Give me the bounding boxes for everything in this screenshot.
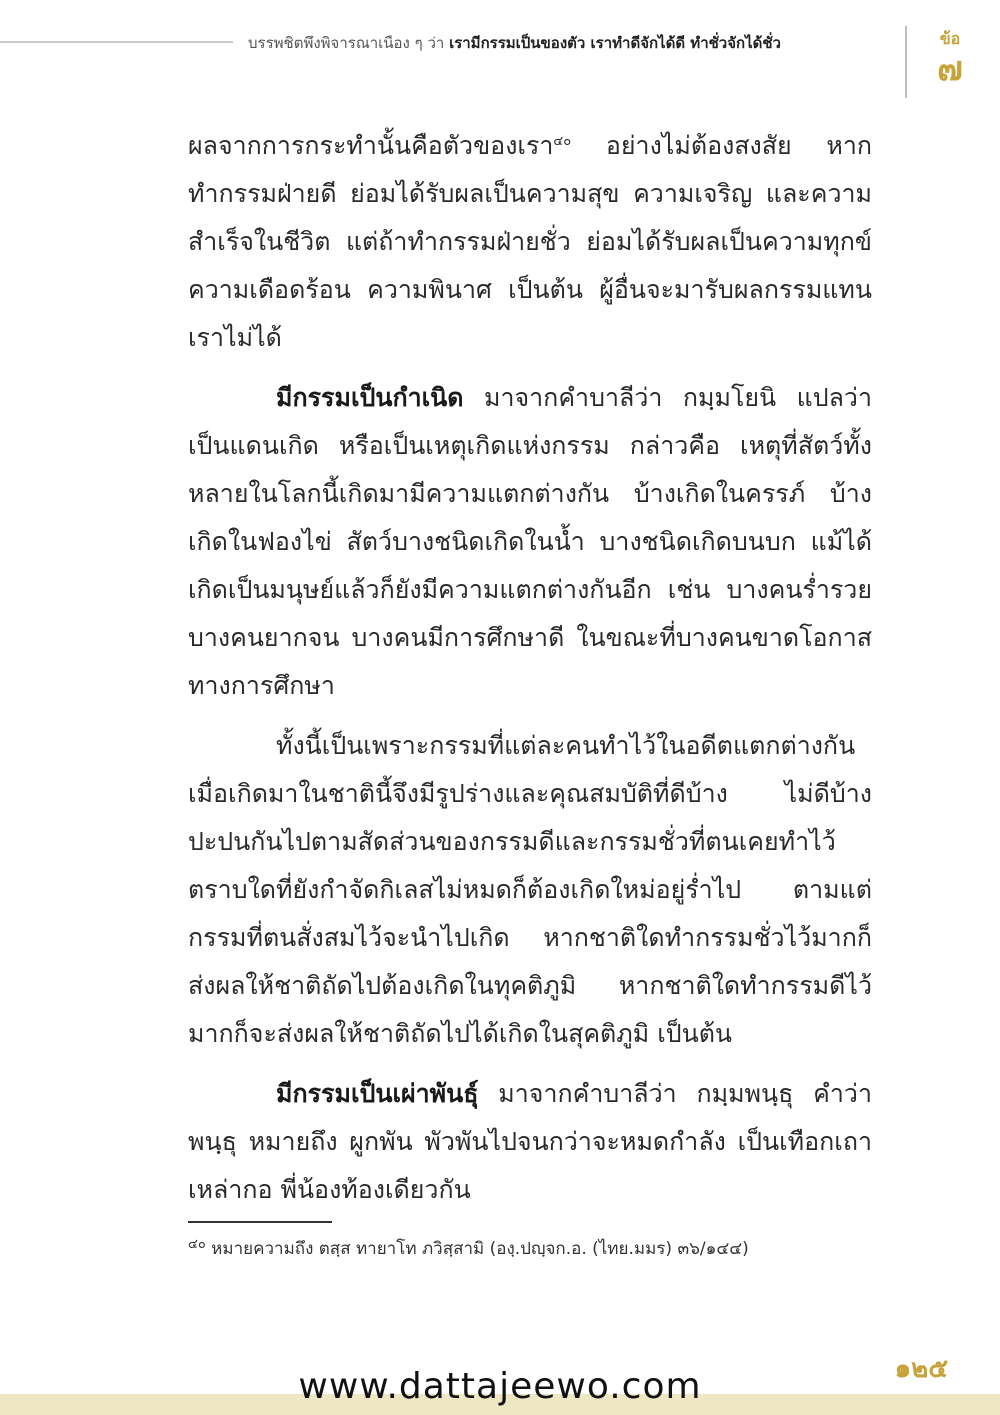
chapter-number: ๗ — [937, 49, 963, 89]
header-rule — [0, 41, 233, 43]
paragraph-4-text: มาจากคำบาลีว่า กมฺมพนฺธุ คำว่า พนฺธุ หมายถึง ผูกพัน พัวพันไปจนกว่าจะหมดกำลัง เป็นเทือกเถาเหล่ากอ พี่น้องท้องเดียวกัน — [188, 1079, 872, 1204]
paragraph-3 — [188, 722, 872, 1058]
paragraph-2 — [188, 374, 872, 710]
paragraph-2-text: มาจากคำบาลีว่า กมฺมโยนิ แปลว่า เป็นแดนเกิด หรือเป็นเหตุเกิดแห่งกรรม กล่าวคือ เหตุที่สัตว์ทั้งหลายในโลกนี้เกิดมามีความแตกต่างกัน บ้างเกิดในครรภ์ บ้างเกิดในฟองไข่ สัตว์บางชนิดเกิดในน้ำ บางชนิดเกิดบนบก แม้ได้เกิดเป็นมนุษย์แล้วก็ยังมีความแตกต่างกันอีก เช่น บางคนร่ำรวย บางคนยากจน บางคนมีการศึกษาดี ในขณะที่บางคนขาดโอกาสทางการศึกษา — [188, 383, 872, 700]
paragraph-2-heading: มีกรรมเป็นกำเนิด — [276, 383, 464, 412]
paragraph-1-text-b: อย่างไม่ต้องสงสัย หากทำกรรมฝ่ายดี ย่อมได้รับผลเป็นความสุข ความเจริญ และความสำเร็จในชีวิต แต่ถ้าทำกรรมฝ่ายชั่ว ย่อมได้รับผลเป็นความทุกข์ ความเดือดร้อน ความพินาศ เป็นต้น ผู้อื่นจะมารับผลกรรมแทนเราไม่ได้ — [188, 131, 872, 352]
paragraph-1-text-a: ผลจากการกระทำนั้นคือตัวของเรา — [188, 131, 554, 160]
footnote — [188, 1236, 888, 1262]
page-number: ๑๒๕ — [894, 1354, 948, 1384]
footnote-reference[interactable]: ๔๐ — [553, 134, 572, 149]
header-divider — [905, 26, 907, 98]
running-header-prefix: บรรพชิตพึงพิจารณาเนือง ๆ ว่า — [248, 34, 450, 52]
footnote-number: ๔๐ — [188, 1237, 206, 1252]
watermark-url: www.dattajeewo.com — [298, 1366, 702, 1407]
running-header-bold: เรามีกรรมเป็นของตัว เราทำดีจักได้ดี ทำชั่วจักได้ชั่ว — [449, 34, 781, 52]
paragraph-4 — [188, 1070, 872, 1214]
running-header — [248, 32, 888, 54]
paragraph-3-text: ทั้งนี้เป็นเพราะกรรมที่แต่ละคนทำไว้ในอดีตแตกต่างกัน เมื่อเกิดมาในชาตินี้จึงมีรูปร่างและคุณสมบัติที่ดีบ้าง ไม่ดีบ้าง ปะปนกันไปตามสัดส่วนของกรรมดีและกรรมชั่วที่ตนเคยทำไว้ ตราบใดที่ยังกำจัดกิเลสไม่หมดก็ต้องเกิดใหม่อยู่ร่ำไป ตามแต่กรรมที่ตนสั่งสมไว้จะนำไปเกิด หากชาติใดทำกรรมชั่วไว้มากก็ส่งผลให้ชาติถัดไปต้องเกิดในทุคติภูมิ หากชาติใดทำกรรมดีไว้มากก็จะส่งผลให้ชาติถัดไปได้เกิดในสุคติภูมิ เป็นต้น — [188, 731, 872, 1048]
chapter-marker — [918, 28, 982, 88]
footnote-rule — [188, 1221, 332, 1223]
chapter-label: ข้อ — [939, 29, 961, 48]
footnote-text: หมายความถึง ตสฺส ทายาโท ภวิสฺสามิ (องฺ.ปญฺจก.อ. (ไทย.มมร) ๓๖/๑๔๔) — [205, 1239, 749, 1259]
paragraph-4-heading: มีกรรมเป็นเผ่าพันธุ์ — [276, 1079, 479, 1108]
paragraph-1 — [188, 122, 872, 362]
body-text — [188, 122, 872, 1214]
